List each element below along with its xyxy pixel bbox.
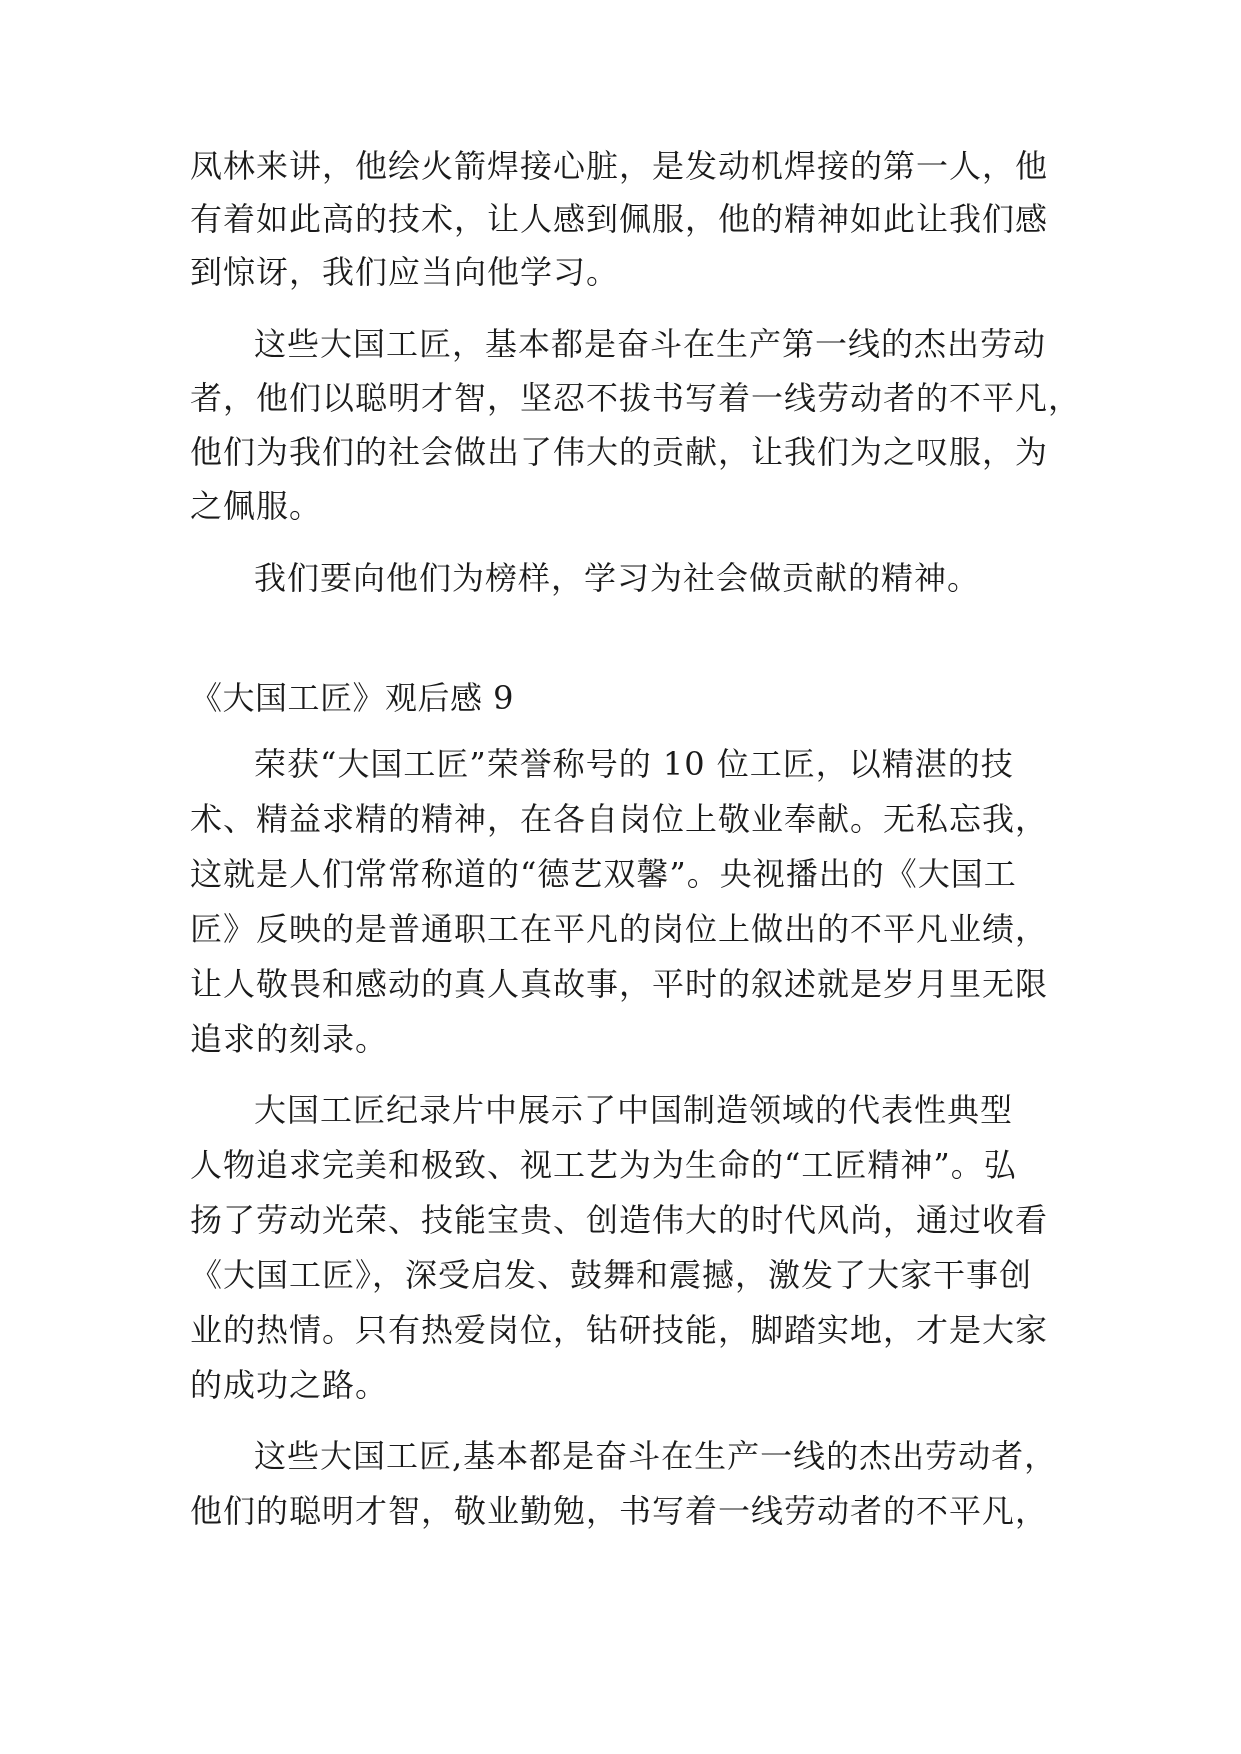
text-line: 业的热情。只有热爱岗位，钻研技能，脚踏实地，才是大家 [190, 1311, 1049, 1349]
paragraph-start-line: 这些大国工匠,基本都是奋斗在生产一线的杰出劳动者， [254, 1437, 1058, 1475]
text-line: 让人敬畏和感动的真人真故事，平时的叙述就是岁月里无限 [190, 965, 1049, 1003]
text-line: 到惊讶，我们应当向他学习。 [190, 253, 620, 291]
text-line: 之佩服。 [190, 487, 323, 525]
text-line: 匠》反映的是普通职工在平凡的岗位上做出的不平凡业绩， [190, 910, 1049, 948]
text-line: 凤林来讲，他绘火箭焊接心脏，是发动机焊接的第一人，他 [190, 147, 1049, 185]
paragraph-start-line: 荣获“大国工匠”荣誉称号的 10 位工匠，以精湛的技 [254, 745, 1014, 783]
text-line: 者，他们以聪明才智，坚忍不拔书写着一线劳动者的不平凡， [190, 379, 1082, 417]
text-line: 这就是人们常常称道的“德艺双馨”。央视播出的《大国工 [190, 855, 1017, 893]
section-heading: 《大国工匠》观后感 9 [190, 679, 515, 717]
text-line: 他们的聪明才智，敬业勤勉，书写着一线劳动者的不平凡， [190, 1492, 1049, 1530]
text-line: 扬了劳动光荣、技能宝贵、创造伟大的时代风尚，通过收看 [190, 1201, 1049, 1239]
text-line: 人物追求完美和极致、视工艺为为生命的“工匠精神”。弘 [190, 1146, 1017, 1184]
text-line: 术、精益求精的精神，在各自岗位上敬业奉献。无私忘我， [190, 800, 1049, 838]
paragraph-start-line: 这些大国工匠，基本都是奋斗在生产第一线的杰出劳动 [254, 325, 1047, 363]
paragraph-start-line: 大国工匠纪录片中展示了中国制造领域的代表性典型 [254, 1091, 1014, 1129]
text-line: 《大国工匠》，深受启发、鼓舞和震撼，激发了大家干事创 [190, 1256, 1033, 1294]
text-line: 有着如此高的技术，让人感到佩服，他的精神如此让我们感 [190, 200, 1049, 238]
paragraph-start-line: 我们要向他们为榜样，学习为社会做贡献的精神。 [254, 559, 981, 597]
text-line: 的成功之路。 [190, 1366, 389, 1404]
text-line: 追求的刻录。 [190, 1020, 389, 1058]
text-line: 他们为我们的社会做出了伟大的贡献，让我们为之叹服，为 [190, 433, 1049, 471]
